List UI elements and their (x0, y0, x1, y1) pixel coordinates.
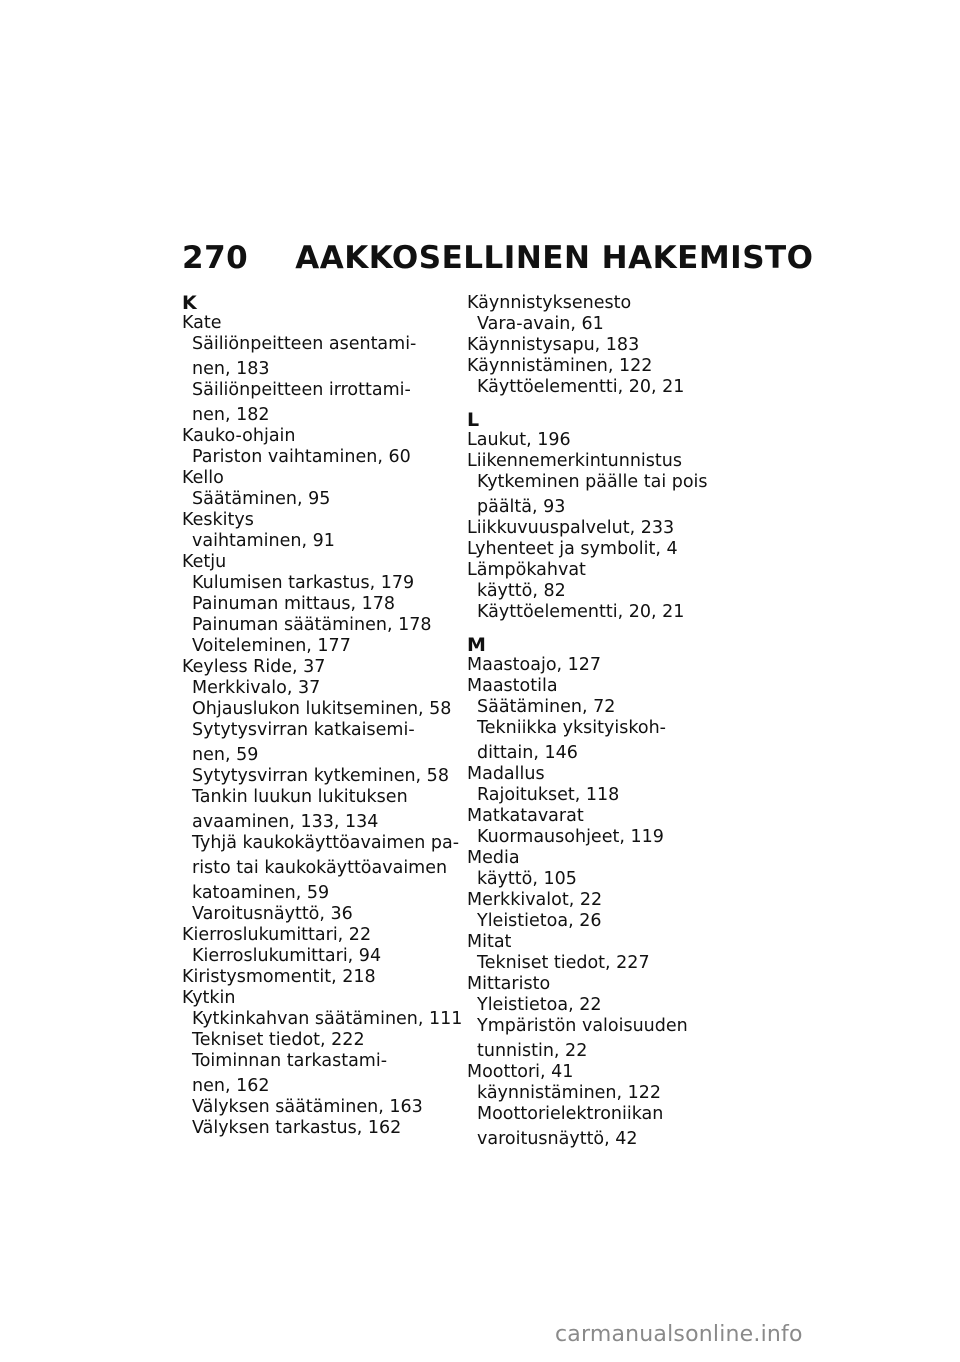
page-number: 270 (182, 240, 249, 276)
index-subentry-line: Säätäminen, 72 (477, 697, 616, 717)
index-entry: Keyless Ride, 37 (182, 657, 326, 677)
index-subentry (467, 953, 767, 974)
index-subentry (182, 720, 467, 766)
index-subentry-line: käyttö, 105 (477, 869, 577, 889)
index-entry: Ketju (182, 552, 227, 572)
index-column-left (182, 293, 467, 1139)
index-entry: Lämpökahvat (467, 560, 586, 580)
index-column-right (467, 293, 767, 1150)
index-subentry (182, 1097, 467, 1118)
index-subentry-line: käyttö, 82 (477, 581, 566, 601)
index-subentry-line: avaaminen, 133, 134 (192, 812, 379, 832)
index-subentry (182, 1051, 467, 1097)
index-entry: Matkatavarat (467, 806, 584, 826)
index-subentry-line: Säätäminen, 95 (192, 489, 331, 509)
index-subentry (467, 697, 767, 718)
index-subentry-line: Tekniikka yksityiskoh- (477, 718, 666, 738)
index-subentry-line: tunnistin, 22 (477, 1041, 588, 1061)
index-subentry (467, 785, 767, 806)
index-entry: Liikkuvuuspalvelut, 233 (467, 518, 675, 538)
index-subentry (182, 1030, 467, 1051)
index-entry: Maastoajo, 127 (467, 655, 602, 675)
index-entry: Liikennemerkintunnistus (467, 451, 682, 471)
index-entry: Laukut, 196 (467, 430, 571, 450)
index-subentry (467, 1083, 767, 1104)
index-subentry-line: Rajoitukset, 118 (477, 785, 620, 805)
index-subentry (182, 594, 467, 615)
index-subentry (182, 447, 467, 468)
index-subentry (182, 636, 467, 657)
index-subentry (467, 581, 767, 602)
index-subentry (182, 380, 467, 426)
index-subentry (467, 1104, 767, 1150)
index-subentry (467, 718, 767, 764)
index-subentry-line: Tekniset tiedot, 227 (477, 953, 650, 973)
index-subentry-line: Kulumisen tarkastus, 179 (192, 573, 415, 593)
index-subentry-line: Merkkivalo, 37 (192, 678, 321, 698)
index-subentry-line: Välyksen tarkastus, 162 (192, 1118, 402, 1138)
index-subentry-line: Ympäristön valoisuuden (477, 1016, 688, 1036)
index-entry: Mittaristo (467, 974, 551, 994)
index-subentry-line: Säiliönpeitteen asentami- (192, 334, 417, 354)
index-subentry-line: Säiliönpeitteen irrottami- (192, 380, 411, 400)
index-entry: Kiristysmomentit, 218 (182, 967, 376, 987)
index-subentry (467, 911, 767, 932)
index-subentry-line: Kytkeminen päälle tai pois (477, 472, 708, 492)
index-subentry (182, 615, 467, 636)
index-subentry (467, 995, 767, 1016)
index-entry: Media (467, 848, 520, 868)
index-subentry (182, 1118, 467, 1139)
index-subentry (467, 602, 767, 623)
index-subentry-line: Välyksen säätäminen, 163 (192, 1097, 423, 1117)
index-entry: Keskitys (182, 510, 254, 530)
index-entry: Käynnistäminen, 122 (467, 356, 653, 376)
index-subentry (182, 766, 467, 787)
index-subentry-line: Voiteleminen, 177 (192, 636, 351, 656)
index-subentry-line: Ohjauslukon lukitseminen, 58 (192, 699, 452, 719)
index-subentry-line: nen, 183 (192, 359, 270, 379)
index-subentry (182, 573, 467, 594)
index-entry: Kytkin (182, 988, 236, 1008)
index-entry: Kierroslukumittari, 22 (182, 925, 372, 945)
index-subentry-line: päältä, 93 (477, 497, 566, 517)
index-subentry-line: Sytytysvirran katkaisemi- (192, 720, 415, 740)
index-entry: Käynnistyksenesto (467, 293, 632, 313)
index-subentry-line: Painuman säätäminen, 178 (192, 615, 432, 635)
index-entry: Merkkivalot, 22 (467, 890, 603, 910)
index-subentry-line: Tyhjä kaukokäyttöavaimen pa- (192, 833, 460, 853)
index-subentry-line: Käyttöelementti, 20, 21 (477, 377, 685, 397)
index-subentry-line: Yleistietoa, 22 (477, 995, 602, 1015)
index-entry: Madallus (467, 764, 545, 784)
index-subentry-line: Pariston vaihtaminen, 60 (192, 447, 411, 467)
index-letter-heading: L (467, 409, 480, 431)
index-subentry-line: Toiminnan tarkastami- (192, 1051, 388, 1071)
index-subentry (182, 678, 467, 699)
index-subentry-line: Painuman mittaus, 178 (192, 594, 396, 614)
index-subentry-line: varoitusnäyttö, 42 (477, 1129, 638, 1149)
index-subentry (182, 1009, 467, 1030)
index-subentry-line: dittain, 146 (477, 743, 578, 763)
index-subentry (467, 314, 767, 335)
index-subentry-line: käynnistäminen, 122 (477, 1083, 662, 1103)
index-subentry-line: Tankin luukun lukituksen (192, 787, 408, 807)
section-spacer (467, 398, 767, 410)
page-title: AAKKOSELLINEN HAKEMISTO (295, 240, 814, 276)
index-entry: Mitat (467, 932, 512, 952)
index-subentry (182, 904, 467, 925)
index-subentry (182, 833, 467, 904)
index-subentry-line: katoaminen, 59 (192, 883, 330, 903)
index-entry: Maastotila (467, 676, 558, 696)
index-subentry (182, 334, 467, 380)
index-entry: Käynnistysapu, 183 (467, 335, 640, 355)
index-entry: Kate (182, 313, 222, 333)
index-subentry (182, 531, 467, 552)
index-letter-heading: M (467, 634, 486, 656)
index-subentry-line: Käyttöelementti, 20, 21 (477, 602, 685, 622)
index-entry: Moottori, 41 (467, 1062, 574, 1082)
index-letter-heading: K (182, 292, 197, 314)
index-subentry-line: vaihtaminen, 91 (192, 531, 335, 551)
index-subentry (182, 489, 467, 510)
index-subentry (467, 377, 767, 398)
index-subentry (467, 827, 767, 848)
index-subentry-line: risto tai kaukokäyttöavaimen (192, 858, 448, 878)
index-subentry-line: Moottorielektroniikan (477, 1104, 664, 1124)
index-subentry (467, 1016, 767, 1062)
index-subentry (182, 699, 467, 720)
index-entry: Lyhenteet ja symbolit, 4 (467, 539, 678, 559)
index-subentry (467, 472, 767, 518)
index-subentry-line: Sytytysvirran kytkeminen, 58 (192, 766, 449, 786)
index-subentry (182, 787, 467, 833)
index-entry: Kauko-ohjain (182, 426, 296, 446)
watermark: carmanualsonline.info (555, 1322, 803, 1347)
index-subentry-line: Varoitusnäyttö, 36 (192, 904, 353, 924)
index-entry: Kello (182, 468, 224, 488)
index-subentry-line: nen, 59 (192, 745, 259, 765)
section-spacer (467, 623, 767, 635)
index-subentry (467, 869, 767, 890)
index-subentry-line: nen, 162 (192, 1076, 270, 1096)
index-subentry-line: Tekniset tiedot, 222 (192, 1030, 365, 1050)
index-subentry-line: nen, 182 (192, 405, 270, 425)
index-subentry-line: Yleistietoa, 26 (477, 911, 602, 931)
index-subentry-line: Vara-avain, 61 (477, 314, 604, 334)
index-subentry-line: Kierroslukumittari, 94 (192, 946, 382, 966)
index-subentry-line: Kuormausohjeet, 119 (477, 827, 664, 847)
page-header (182, 240, 882, 284)
index-subentry (182, 946, 467, 967)
index-subentry-line: Kytkinkahvan säätäminen, 111 (192, 1009, 463, 1029)
